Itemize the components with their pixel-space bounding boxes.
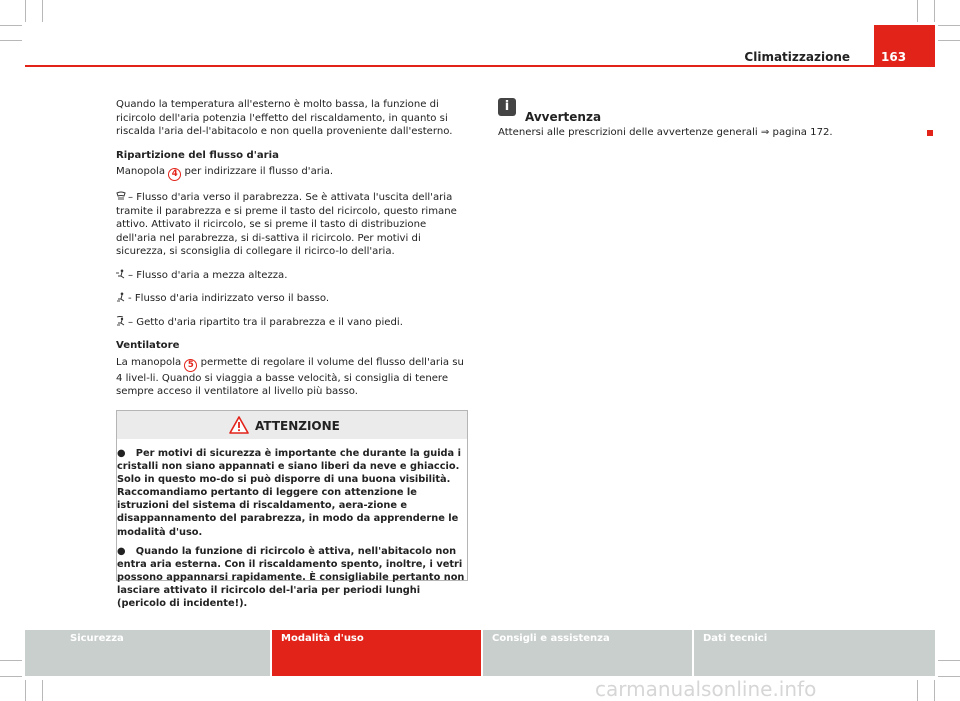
note-text: Attenersi alle prescrizioni delle avvertenze generali ⇒ pagina 172.: [498, 127, 833, 138]
left-column: [116, 98, 468, 409]
text: Quando la funzione di ricircolo è attiva, nell'abitacolo non entra aria esterna. Con il riscaldamento spento, inoltre, i vetri possono appannarsi rapidamente. È consigliabile pertanto non lasciare attivato il ricircolo del-l'aria per periodi lunghi (pericolo di incidente!).: [117, 545, 465, 610]
note-title: Avvertenza: [525, 110, 602, 124]
paragraph-knob-5: [116, 356, 468, 399]
crop-mark: [42, 680, 43, 701]
header-rule: [25, 65, 935, 67]
tab-label: Modalità d'uso: [281, 633, 364, 644]
crop-mark: [917, 0, 918, 22]
crop-mark: [934, 680, 935, 701]
paragraph-mid-flow: [116, 269, 468, 283]
section-end-mark: [927, 130, 933, 136]
crop-mark: [0, 25, 22, 26]
crop-mark: [917, 680, 918, 701]
crop-mark: [0, 660, 22, 661]
warning-item: ● Per motivi di sicurezza è importante che durante la guida i cristalli non siano appannati e siano liberi da neve e ghiaccio. Solo in questo mo-do si può disporre di una buona visibilità. Raccomandiamo pertanto di leggere con attenzione le istruzioni del sistema di riscaldamento, aera-zione e disappannamento del parabrezza, in modo da apprenderne le modalità d'uso.: [117, 448, 461, 538]
windshield-floor-air-icon: [116, 316, 126, 326]
text: – Flusso d'aria verso il parabrezza. Se è attivata l'uscita dell'aria tramite il parabrezza e si preme il tasto del ricircolo, questo rimane attivo. Attivato il ricircolo, se si preme il tasto di distribuzione dell'aria nel parabrezza, si di-sattiva il ricircolo. Per motivi di sicurezza, si sconsiglia di collegare il ricirco-lo dell'aria.: [116, 192, 457, 257]
crop-mark: [25, 680, 26, 701]
watermark: carmanualsonline.info: [595, 677, 817, 701]
text: - Flusso d'aria indirizzato verso il basso.: [128, 293, 330, 304]
text: permette di regolare il volume del flusso dell'aria su 4 livel-li. Quando si viaggia a basse velocità, si consiglia di tenere sempre acceso il ventilatore al livello più basso.: [116, 356, 464, 397]
text: per indirizzare il flusso d'aria.: [181, 166, 334, 177]
crop-mark: [938, 660, 960, 661]
chapter-title: Climatizzazione: [744, 50, 850, 64]
warning-item: ● Quando la funzione di ricircolo è attiva, nell'abitacolo non entra aria esterna. Con il riscaldamento spento, inoltre, i vetri possono appannarsi rapidamente. È consigliabile pertanto non lasciare attivato il ricircolo del-l'aria per periodi lunghi (pericolo di incidente!).: [117, 545, 465, 610]
knob-reference-4: 4: [168, 168, 181, 181]
crop-mark: [938, 40, 960, 41]
paragraph-recirculation: Quando la temperatura all'esterno è molto bassa, la funzione di ricircolo dell'aria potenzia l'effetto del riscaldamento, in quanto si riscalda l'aria del-l'abitacolo e non quella proveniente dall'esterno.: [116, 99, 453, 137]
paragraph-windshield-flow: [116, 191, 468, 259]
warning-body: [117, 439, 467, 610]
warning-triangle-icon: [229, 416, 249, 434]
heading-fan: Ventilatore: [116, 340, 180, 351]
floor-air-icon: [116, 292, 126, 302]
tab-label: Sicurezza: [70, 633, 124, 644]
text: – Flusso d'aria a mezza altezza.: [128, 269, 288, 281]
paragraph-knob-4: [116, 165, 468, 181]
page-number: 163: [881, 50, 907, 64]
text: La manopola: [116, 356, 185, 368]
footer-tab-modalita-uso[interactable]: [272, 630, 481, 676]
crop-mark: [0, 676, 22, 677]
warning-title: ATTENZIONE: [255, 419, 340, 433]
warning-header: [117, 411, 467, 439]
crop-mark: [938, 676, 960, 677]
paragraph-split-flow: [116, 316, 468, 330]
mid-air-icon: [116, 269, 126, 279]
heading-air-distribution: Ripartizione del flusso d'aria: [116, 149, 279, 161]
tab-label: Dati tecnici: [703, 633, 768, 644]
text: – Getto d'aria ripartito tra il parabrezza e il vano piedi.: [128, 316, 403, 328]
text: Manopola: [116, 166, 169, 177]
crop-mark: [0, 40, 22, 41]
info-icon: i: [498, 98, 516, 116]
text: Per motivi di sicurezza è importante che durante la guida i cristalli non siano appannati e siano liberi da neve e ghiaccio. Solo in questo mo-do si può disporre di una buona visibilità. Raccomandiamo pertanto di leggere con attenzione le istruzioni del sistema di riscaldamento, aera-zione e disappannamento del parabrezza, in modo da apprenderne le modalità d'uso.: [117, 448, 461, 538]
crop-mark: [25, 0, 26, 22]
paragraph-floor-flow: [116, 292, 468, 306]
footer-tab-consigli[interactable]: [483, 630, 692, 676]
footer-tab-dati-tecnici[interactable]: [694, 630, 935, 676]
crop-mark: [42, 0, 43, 22]
crop-mark: [938, 25, 960, 26]
warning-box: [116, 410, 468, 610]
windshield-air-icon: [116, 191, 126, 201]
tab-label: Consigli e assistenza: [492, 633, 610, 644]
knob-reference-5: 5: [184, 359, 197, 372]
footer-tab-sicurezza[interactable]: [25, 630, 270, 676]
crop-mark: [934, 0, 935, 22]
